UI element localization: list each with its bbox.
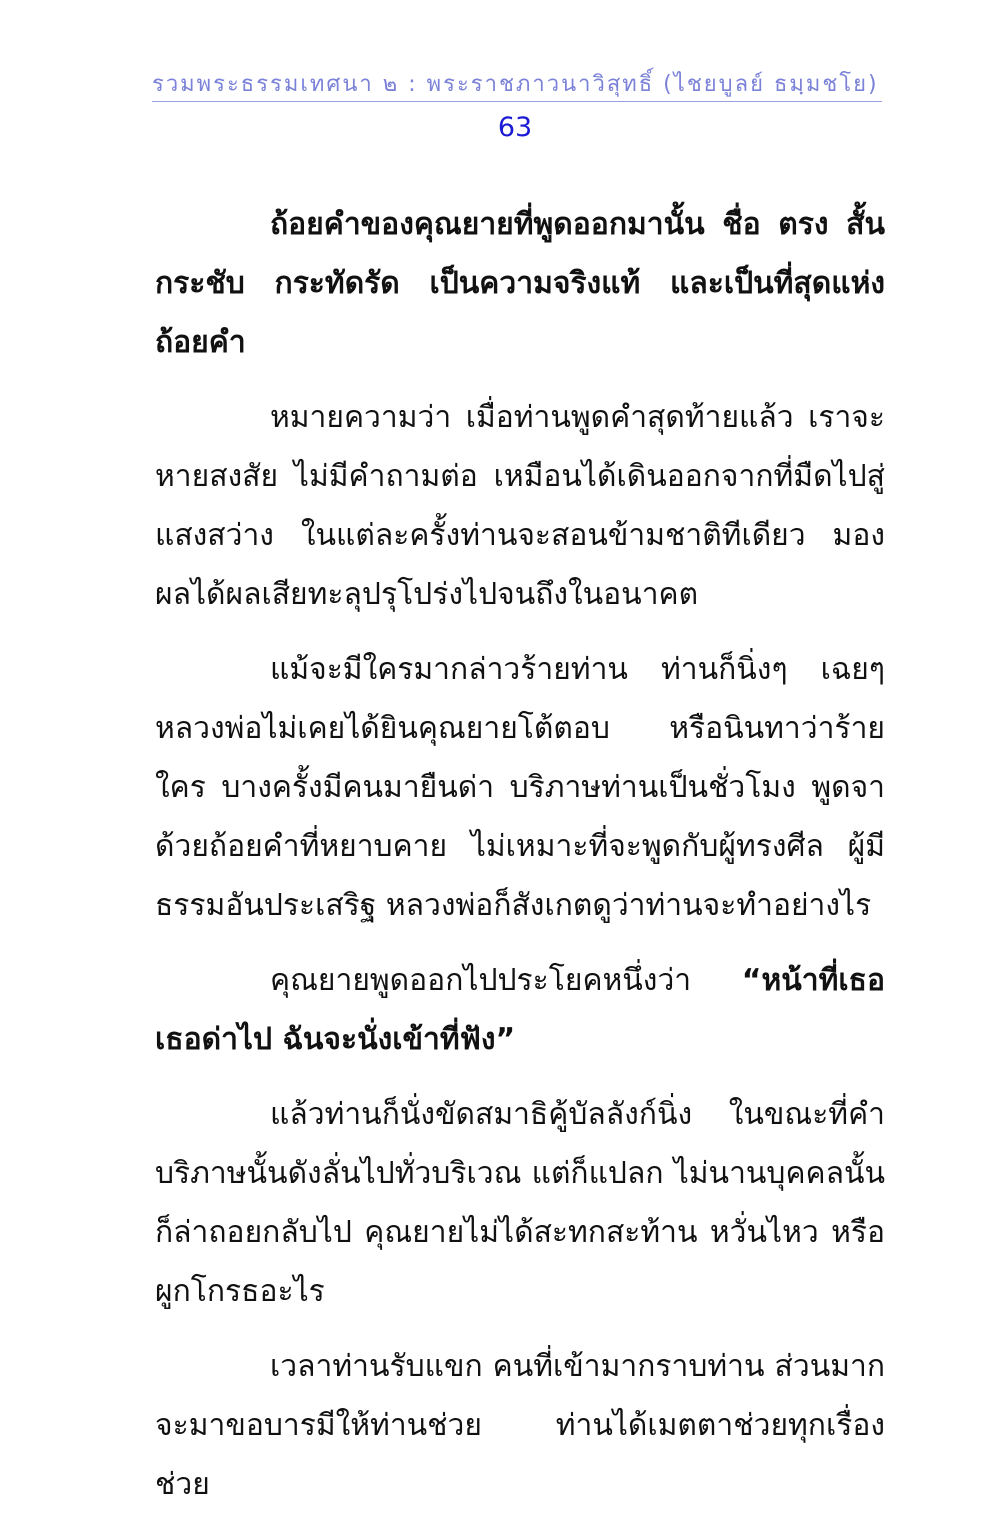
page-number: 63 bbox=[497, 112, 533, 143]
paragraph-2: หมายความว่า เมื่อท่านพูดคำสุดท้ายแล้ว เราจะหายสงสัย ไม่มีคำถามต่อ เหมือนได้เดินออกจากที่มืดไปสู่แสงสว่าง ในแต่ละครั้งท่านจะสอนข้ามชาติทีเดียว มองผลได้ผลเสียทะลุปรุโปร่งไปจนถึงในอนาคต bbox=[155, 400, 885, 612]
paragraph-3: แม้จะมีใครมากล่าวร้ายท่าน ท่านก็นิ่งๆ เฉยๆ หลวงพ่อไม่เคยได้ยินคุณยายโต้ตอบ หรือนินทาว่าร้ายใคร บางครั้งมีคนมายืนด่า บริภาษท่านเป็นชั่วโมง พูดจาด้วยถ้อยคำที่หยาบคาย ไม่เหมาะที่จะพูดกับผู้ทรงศีล ผู้มีธรรมอันประเสริฐ หลวงพ่อก็สังเกตดูว่าท่านจะทำอย่างไร bbox=[155, 652, 885, 923]
header-divider bbox=[152, 101, 882, 102]
paragraph-6: เวลาท่านรับแขก คนที่เข้ามากราบท่าน ส่วนมากจะมาขอบารมีให้ท่านช่วย ท่านได้เมตตาช่วยทุกเรื่อง ช่วย bbox=[155, 1349, 885, 1502]
paragraph-1: ถ้อยคำของคุณยายที่พูดออกมานั้น ชื่อ ตรง สั้น กระชับ กระทัดรัด เป็นความจริงแท้ และเป็นที่สุดแห่งถ้อยคำ bbox=[155, 207, 885, 360]
paragraph-5: แล้วท่านก็นั่งขัดสมาธิคู้บัลลังก์นิ่ง ในขณะที่คำบริภาษนั้นดังลั่นไปทั่วบริเวณ แต่ก็แปลก ไม่นานบุคคลนั้นก็ล่าถอยกลับไป คุณยายไม่ได้สะทกสะท้าน หวั่นไหว หรือผูกโกรธอะไร bbox=[155, 1097, 885, 1309]
paragraph-4 bbox=[155, 951, 885, 1069]
page-body bbox=[155, 195, 885, 1530]
paragraph-4-quote: “หน้าที่เธอ เธอด่าไป ฉันจะนั่งเข้าที่ฟัง” bbox=[155, 963, 885, 1057]
running-header: รวมพระธรรมเทศนา ๒ : พระราชภาวนาวิสุทธิ์ (ไชยบูลย์ ธมฺมชโย) bbox=[152, 72, 879, 97]
paragraph-4-intro: คุณยายพูดออกไปประโยคหนึ่งว่า bbox=[270, 963, 742, 998]
